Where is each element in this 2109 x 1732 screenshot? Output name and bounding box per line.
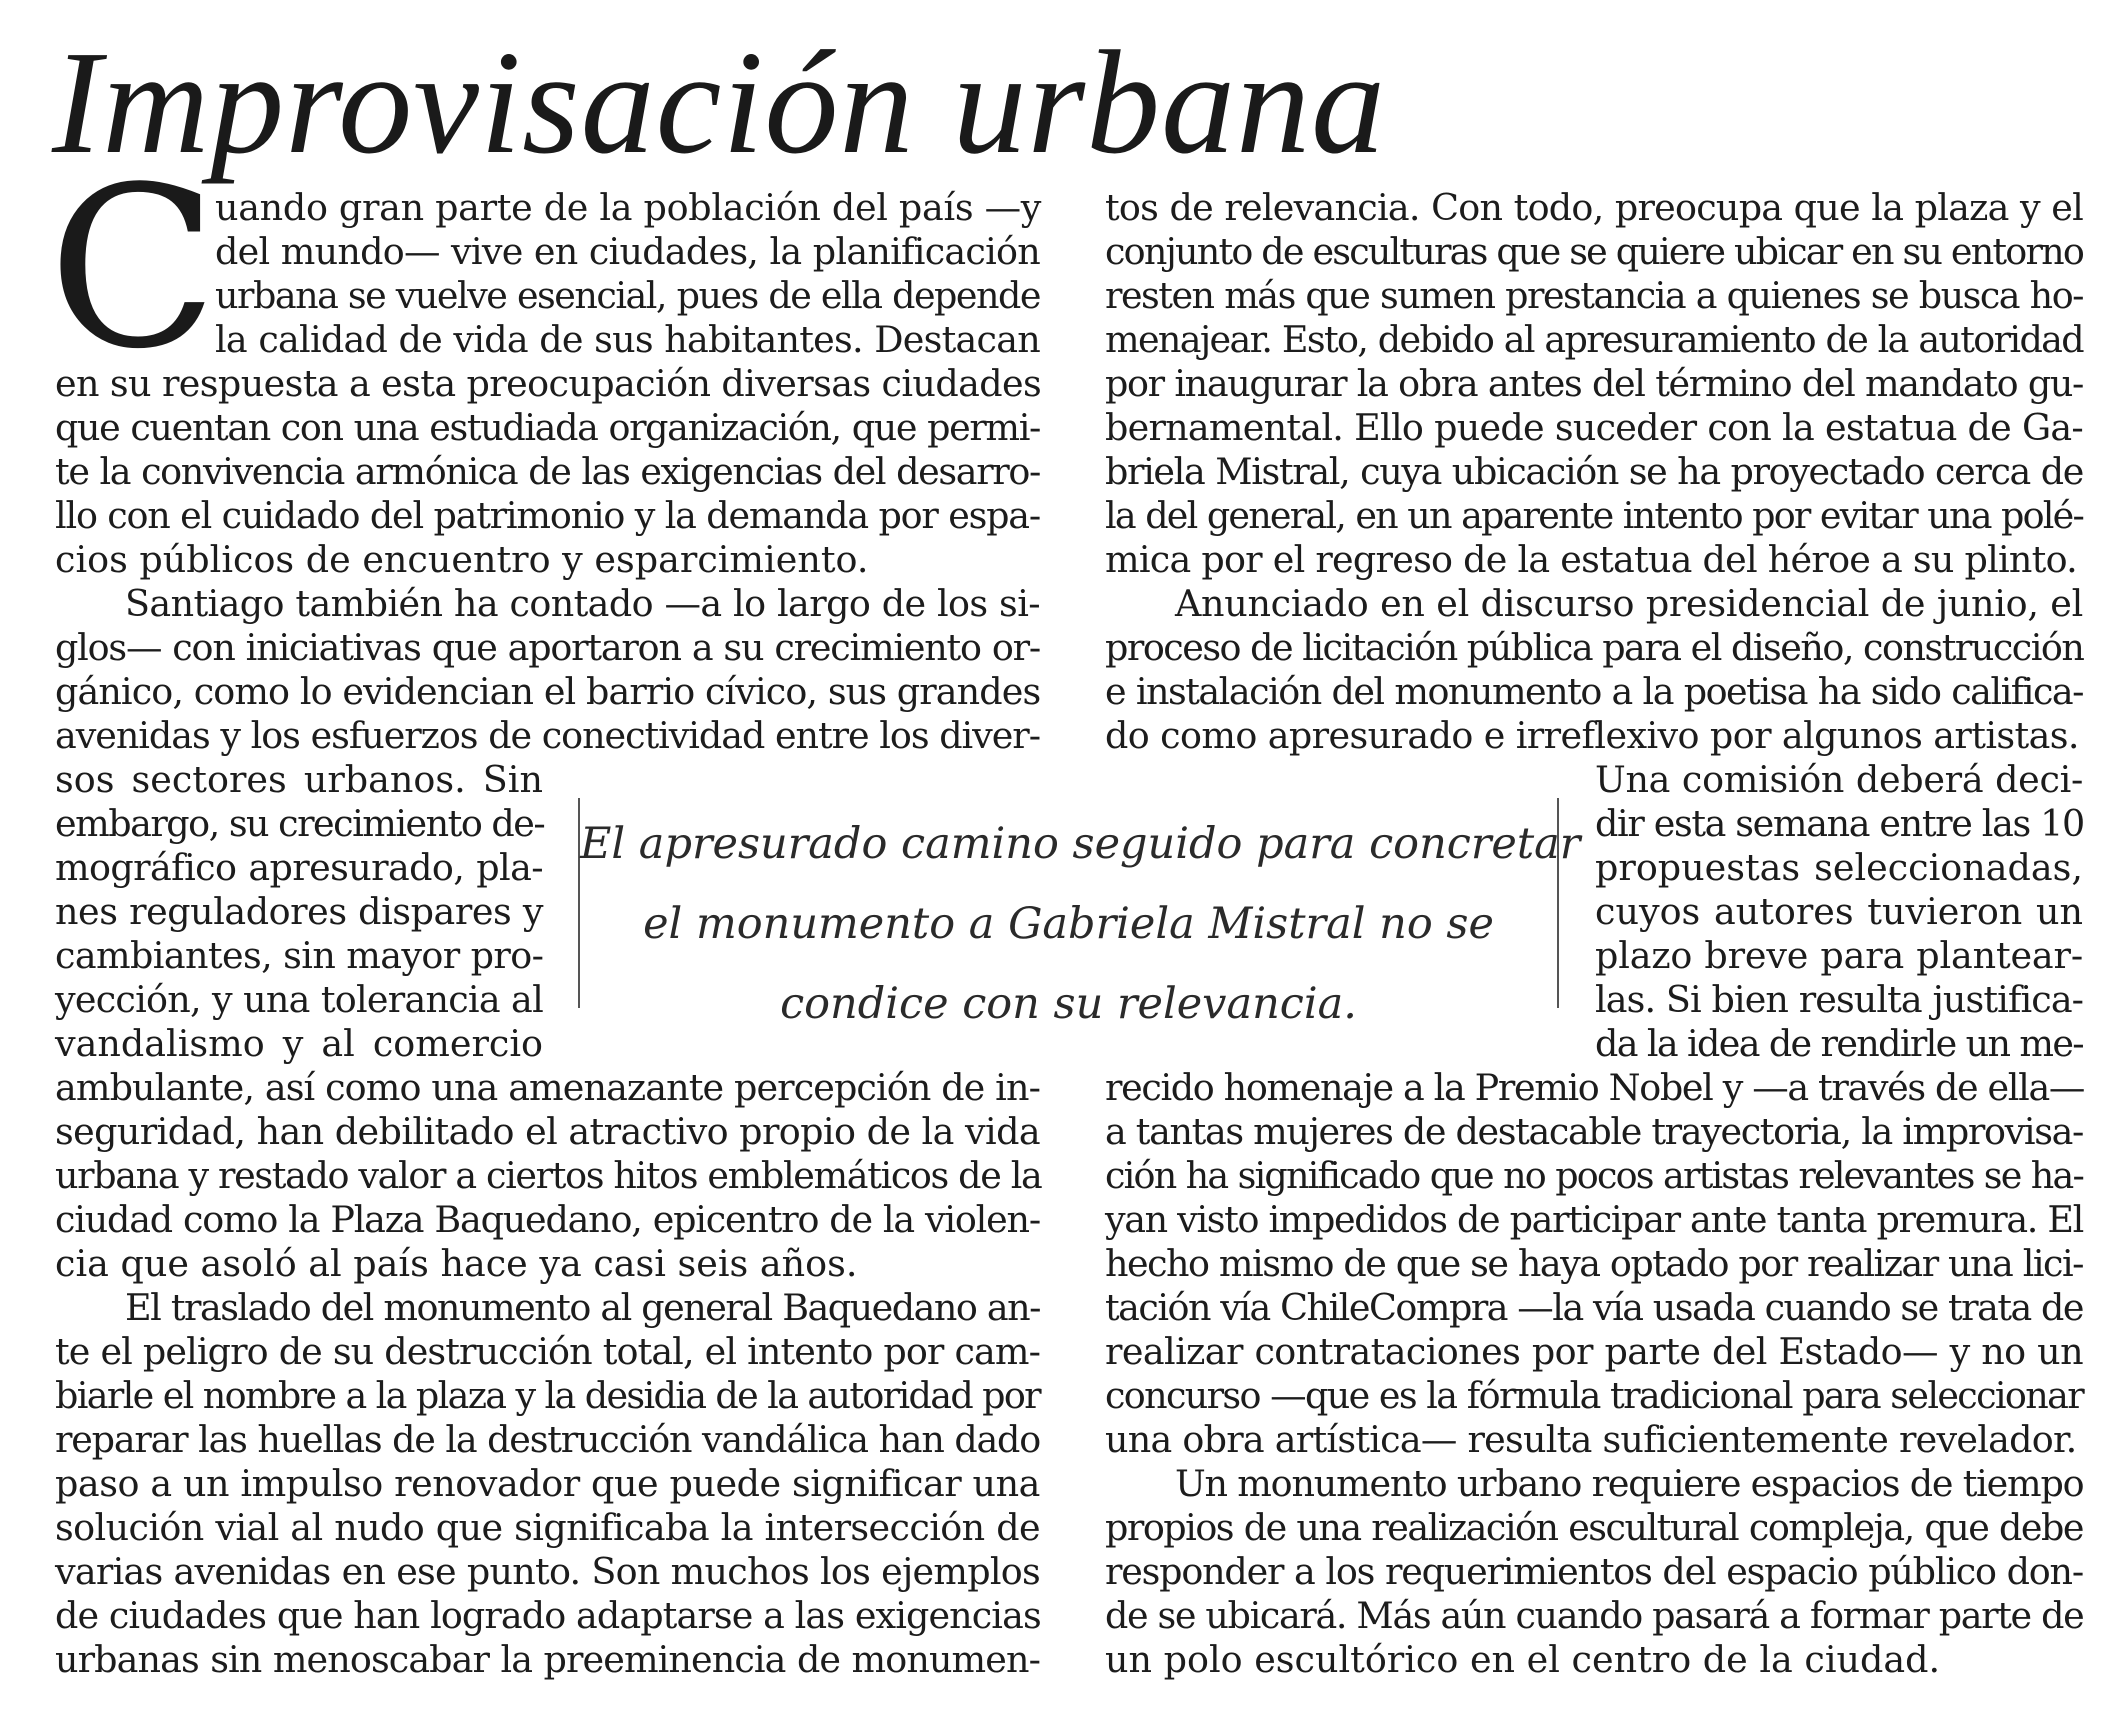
pull-quote-line: el monumento a Gabriela Mistral no se [643,899,1494,949]
text-line: dir esta semana entre las 10 [1595,802,2084,845]
text-line: yección, y una tolerancia al [55,978,543,1021]
text-line: mica por el regreso de la estatua del héroe a su plinto. [1105,538,2078,581]
text-line: cambiantes, sin mayor pro- [55,934,544,977]
text-line: biarle el nombre a la plaza y la desidia de la autoridad por [55,1374,1040,1417]
text-line: menajear. Esto, debido al apresuramiento de la autoridad [1105,318,2083,361]
text-line: realizar contrataciones por parte del Estado— y no un [1105,1330,2083,1373]
text-line: responder a los requerimientos del espacio público don- [1105,1550,2083,1593]
text-line: por inaugurar la obra antes del término del mandato gu- [1105,362,2083,405]
text-line: resten más que sumen prestancia a quienes se busca ho- [1105,274,2083,317]
text-line: Una comisión deberá deci- [1595,758,2083,801]
text-line: del mundo— vive en ciudades, la planificación [215,230,1040,273]
text-line: El traslado del monumento al general Baquedano an- [125,1286,1040,1329]
text-line: a tantas mujeres de destacable trayectoria, la improvisa- [1105,1110,2083,1153]
text-line: bernamental. Ello puede suceder con la estatua de Ga- [1105,406,2083,449]
text-line: seguridad, han debilitado el atractivo propio de la vida [55,1110,1040,1153]
text-line: un polo escultórico en el centro de la ciudad. [1105,1638,1941,1681]
text-line: ciudad como la Plaza Baquedano, epicentro de la violen- [55,1198,1040,1241]
text-line: urbana y restado valor a ciertos hitos emblemáticos de la [55,1154,1042,1197]
text-line: nes reguladores dispares y [55,890,543,933]
text-line: mográfico apresurado, pla- [55,846,543,889]
text-line: conjunto de esculturas que se quiere ubicar en su entorno [1105,230,2083,273]
text-line: concurso —que es la fórmula tradicional para seleccionar [1105,1374,2083,1417]
text-line: de se ubicará. Más aún cuando pasará a formar parte de [1105,1594,2084,1637]
text-line: paso a un impulso renovador que puede significar una [55,1462,1040,1505]
text-line: cuyos autores tuvieron un [1595,890,2083,933]
pull-quote-line: El apresurado camino seguido para concretar [580,819,1581,869]
text-line: briela Mistral, cuya ubicación se ha proyectado cerca de [1105,450,2083,493]
article-title: Improvisación urbana [52,21,1387,185]
text-line: embargo, su crecimiento de- [55,802,545,845]
text-line: tos de relevancia. Con todo, preocupa que la plaza y el [1105,186,2083,229]
text-line: do como apresurado e irreflexivo por algunos artistas. [1105,714,2079,757]
text-line: Un monumento urbano requiere espacios de tiempo [1175,1462,2084,1505]
text-line: ambulante, así como una amenazante percepción de in- [55,1066,1040,1109]
text-line: la del general, en un aparente intento por evitar una polé- [1105,494,2083,537]
text-line: una obra artística— resulta suficientemente revelador. [1105,1418,2077,1461]
text-line: tación vía ChileCompra —la vía usada cuando se trata de [1105,1286,2083,1329]
text-line: vandalismo y al comercio [55,1022,543,1065]
text-line: te la convivencia armónica de las exigencias del desarro- [55,450,1040,493]
text-line: urbana se vuelve esencial, pues de ella depende [215,274,1040,317]
text-line: varias avenidas en ese punto. Son muchos los ejemplos [55,1550,1040,1593]
text-line: propuestas seleccionadas, [1595,846,2083,889]
text-line: llo con el cuidado del patrimonio y la demanda por espa- [55,494,1040,537]
text-line: proceso de licitación pública para el diseño, construcción [1105,626,2084,669]
text-line: en su respuesta a esta preocupación diversas ciudades [55,362,1042,405]
text-line: hecho mismo de que se haya optado por realizar una lici- [1105,1242,2083,1285]
text-line: recido homenaje a la Premio Nobel y —a través de ella— [1105,1066,2085,1109]
text-line: yan visto impedidos de participar ante tanta premura. El [1105,1198,2083,1241]
text-line: la calidad de vida de sus habitantes. Destacan [215,318,1040,361]
text-line: uando gran parte de la población del país —y [215,186,1042,229]
text-line: avenidas y los esfuerzos de conectividad entre los diver- [55,714,1040,757]
text-line: Santiago también ha contado —a lo largo de los si- [125,582,1040,625]
pull-quote [578,798,1581,1029]
text-line: las. Si bien resulta justifica- [1595,978,2084,1021]
text-line: propios de una realización escultural compleja, que debe [1105,1506,2083,1549]
text-line: ción ha significado que no pocos artistas relevantes se ha- [1105,1154,2083,1197]
text-line: da la idea de rendirle un me- [1595,1022,2083,1065]
pull-quote-line: condice con su relevancia. [780,979,1357,1029]
text-line: gánico, como lo evidencian el barrio cívico, sus grandes [55,670,1041,713]
text-line: reparar las huellas de la destrucción vandálica han dado [55,1418,1040,1461]
text-line: que cuentan con una estudiada organización, que permi- [55,406,1040,449]
text-line: e instalación del monumento a la poetisa ha sido califica- [1105,670,2083,713]
text-line: solución vial al nudo que significaba la intersección de [55,1506,1040,1549]
text-line: sos sectores urbanos. Sin [55,758,543,801]
text-line: cios públicos de encuentro y esparcimiento. [55,538,869,581]
text-line: glos— con iniciativas que aportaron a su crecimiento or- [55,626,1040,669]
text-line: Anunciado en el discurso presidencial de junio, el [1175,582,2083,625]
drop-cap: C [48,140,218,398]
text-line: cia que asoló al país hace ya casi seis años. [55,1242,858,1285]
text-line: plazo breve para plantear- [1595,934,2083,977]
text-line: te el peligro de su destrucción total, el intento por cam- [55,1330,1040,1373]
text-line: urbanas sin menoscabar la preeminencia de monumen- [55,1638,1040,1681]
text-line: de ciudades que han logrado adaptarse a las exigencias [55,1594,1041,1637]
